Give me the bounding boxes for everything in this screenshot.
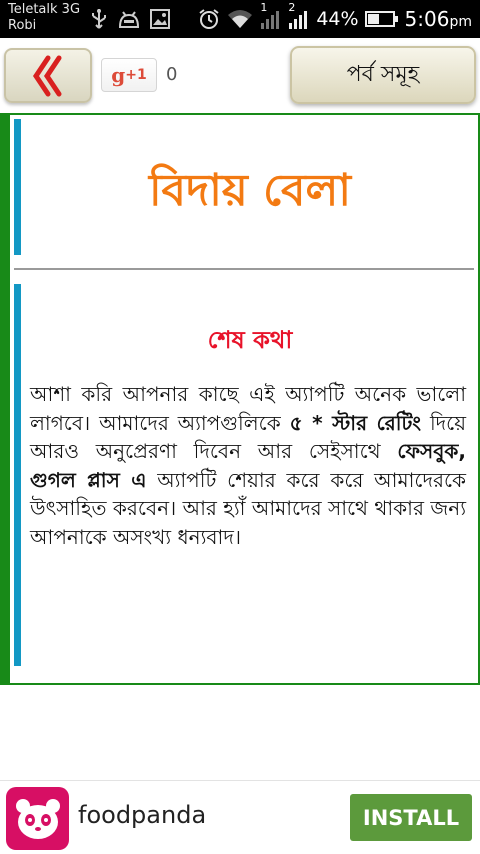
signal-sim2 [288,1,310,31]
battery-icon [365,10,399,28]
carrier-line1: Teletalk 3G [8,2,81,17]
carrier-label [8,2,80,34]
page-title: বিদায় বেলা [148,165,352,216]
android-debug-icon [118,9,140,29]
ad-app-name[interactable]: foodpanda [78,801,207,829]
paragraph-bold: ৫ * স্টার রেটিং [289,410,422,435]
title-block [14,119,476,255]
battery-percent: 44% [316,8,359,30]
divider [14,268,474,270]
status-bar [0,0,480,38]
google-plus-one-button[interactable] [101,58,157,92]
gplus-count: 0 [166,64,178,85]
clock [405,7,472,31]
sim1-label: 1 [260,1,268,14]
wifi-icon [226,8,254,30]
panda-icon [14,797,62,841]
gplus-suffix: +1 [125,67,147,83]
paragraph-part: দিয়ে আরও অনুপ্রেরণা দিবেন আর সেইসাথে [30,410,467,463]
clock-time: 5:06 [404,7,450,31]
signal-sim1 [260,1,282,31]
usb-icon [90,8,108,30]
signal-icon [260,9,282,31]
alarm-icon [198,8,220,30]
install-button[interactable]: INSTALL [350,794,472,841]
clock-suffix: pm [449,14,472,30]
double-chevron-left-icon [28,55,68,97]
status-icons-right [198,1,472,32]
sim2-label: 2 [288,1,296,14]
carrier-line2: Robi [8,18,37,33]
title-accent-bar [14,119,21,255]
ad-banner[interactable] [0,780,480,854]
notification-icons [90,6,170,32]
article-accent-bar [14,284,21,666]
back-button[interactable] [4,48,92,103]
signal-icon [288,9,310,31]
gallery-icon [150,9,170,29]
foodpanda-logo-icon[interactable] [6,787,69,850]
paragraph-bold: ফেসবুক, গুগল প্লাস এ [30,439,466,492]
article-paragraph [30,380,466,551]
gplus-g: g [111,63,126,87]
section-heading: শেষ কথা [207,326,293,354]
paragraph-part: আশা করি আপনার কাছে এই অ্যাপটি অনেক ভালো লাগবে। আমাদের অ্যাপগুলিকে [30,382,466,435]
article-block [14,284,476,666]
chapters-button[interactable]: পর্ব সমূহ [290,46,476,104]
toolbar [0,38,480,112]
paragraph-part: অ্যাপটি শেয়ার করে করে আমাদেরকে উৎসাহিত করবেন। আর হ্যাঁ আমাদের সাথে থাকার জন্য আপনাকে অসংখ্য ধন্যবাদ। [30,467,466,549]
